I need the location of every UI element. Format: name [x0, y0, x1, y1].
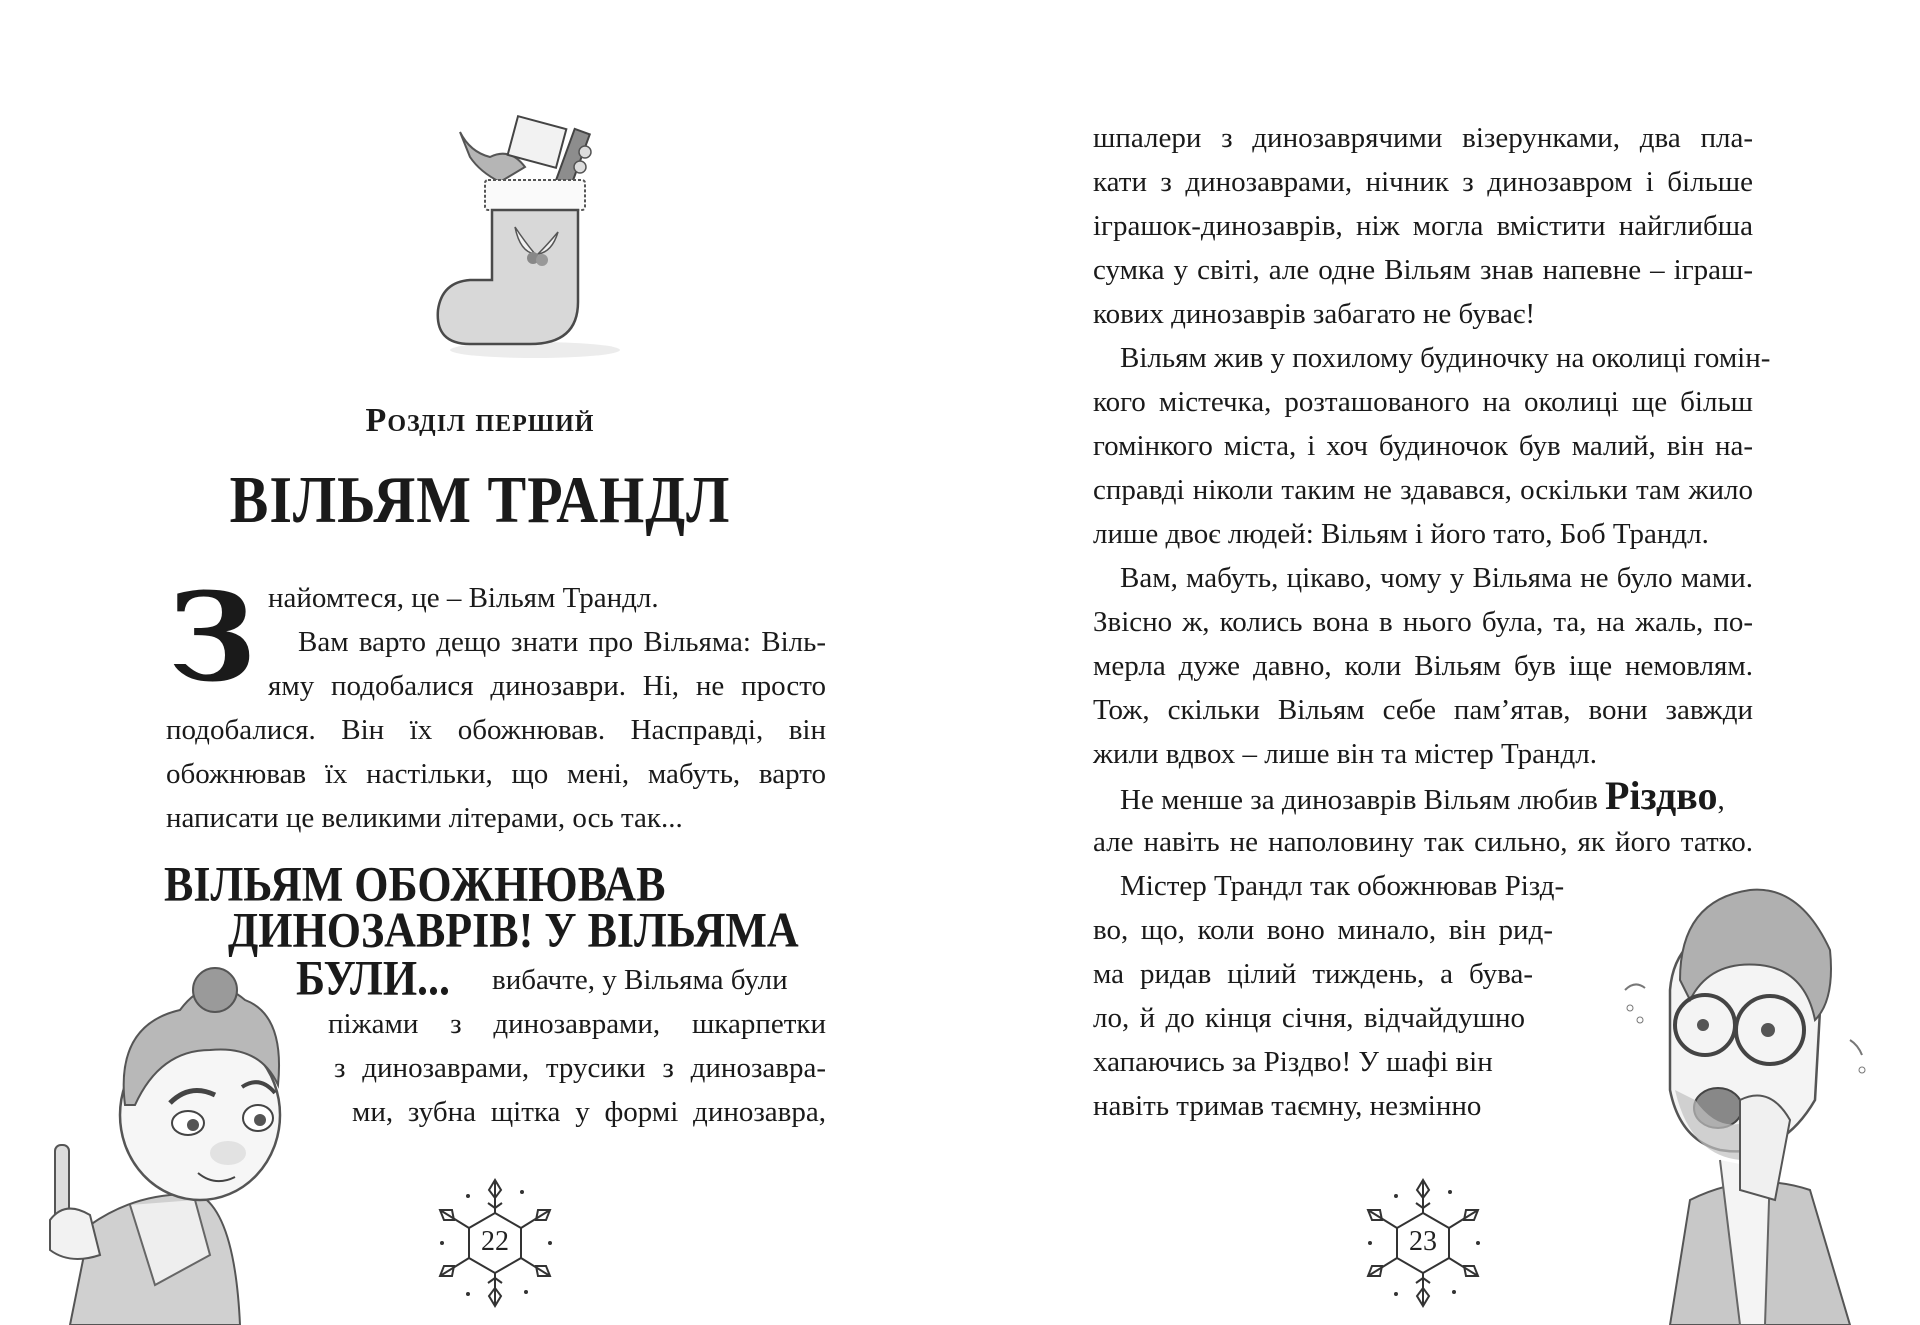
body-line: ма ридав цілий тиждень, а бува-	[1093, 958, 1533, 990]
page-number-badge	[420, 1168, 570, 1318]
body-line: жили вдвох – лише він та містер Трандл.	[1093, 738, 1597, 770]
body-line: обожнював їх настільки, що мені, мабуть, варто	[166, 758, 826, 790]
body-line: шпалери з динозаврячими візерунками, два пла-	[1093, 122, 1753, 154]
body-line: іграшок-динозаврів, ніж могла вмістити найглибша	[1093, 210, 1753, 242]
body-line: гомінкого міста, і хоч будиночок був малий, він на-	[1093, 430, 1753, 462]
body-text: ,	[1717, 784, 1725, 816]
body-line-ridzvo	[1120, 773, 1725, 818]
body-line: сумка у світі, але одне Вільям знав напевне – іграш-	[1093, 254, 1753, 286]
body-line: Вільям жив у похилому будиночку на околиці гомін-	[1120, 342, 1771, 374]
body-line: але навіть не наполовину так сильно, як його татко.	[1093, 826, 1753, 858]
chapter-title: ВІЛЬЯМ ТРАНДЛ	[229, 462, 731, 537]
body-line: вибачте, у Вільяма були	[492, 964, 788, 996]
right-page	[960, 0, 1920, 1325]
body-line: ми, зубна щітка у формі динозавра,	[352, 1096, 826, 1128]
body-line: піжами з динозаврами, шкарпетки	[328, 1008, 826, 1040]
christmas-stocking-illustration	[430, 112, 640, 372]
page-number: 23	[1409, 1226, 1437, 1257]
body-line: справді ніколи таким не здавався, оскільки там жило	[1093, 474, 1753, 506]
page-number: 22	[481, 1226, 509, 1257]
body-line: Вам варто дещо знати про Вільяма: Віль-	[298, 626, 826, 658]
body-line: лише двоє людей: Вільям і його тато, Боб Трандл.	[1093, 518, 1709, 550]
emphasis-word: Різдво	[1605, 773, 1718, 818]
chapter-label: Розділ перший	[365, 402, 595, 439]
page-number-badge	[1348, 1168, 1498, 1318]
emphasis-caps-line: БУЛИ...	[296, 950, 451, 1006]
body-line: подобалися. Він їх обожнював. Насправді, він	[166, 714, 826, 746]
emphasis-caps-line: ВІЛЬЯМ ОБОЖНЮВАВ	[164, 856, 666, 912]
body-line: Звісно ж, колись вона в нього була, та, на жаль, по-	[1093, 606, 1753, 638]
body-line: Тож, скільки Вільям себе пам’ятав, вони завжди	[1093, 694, 1753, 726]
body-line: во, що, коли воно минало, він рид-	[1093, 914, 1553, 946]
body-line: Вам, мабуть, цікаво, чому у Вільяма не було мами.	[1120, 562, 1753, 594]
body-text: Не менше за динозаврів Вільям любив	[1120, 784, 1598, 816]
body-line: яму подобалися динозаври. Ні, не просто	[268, 670, 826, 702]
body-line: хапаючись за Різдво! У шафі він	[1093, 1046, 1493, 1078]
body-line: кових динозаврів забагато не буває!	[1093, 298, 1535, 330]
drop-cap: З	[168, 565, 256, 709]
body-line: з динозаврами, трусики з динозавра-	[334, 1052, 826, 1084]
body-line: ло, й до кінця січня, відчайдушно	[1093, 1002, 1525, 1034]
body-line: найомтеся, це – Вільям Трандл.	[268, 582, 659, 614]
body-line: написати це великими літерами, ось так...	[166, 802, 683, 834]
body-line: навіть тримав таємну, незмінно	[1093, 1090, 1482, 1122]
emphasis-caps-line: ДИНОЗАВРІВ! У ВІЛЬЯМА	[228, 902, 799, 958]
boy-with-toothbrush-illustration	[10, 955, 330, 1325]
body-line: кати з динозаврами, нічник з динозавром і більше	[1093, 166, 1753, 198]
crying-man-illustration	[1600, 870, 1900, 1325]
body-line: Містер Трандл так обожнював Різд-	[1120, 870, 1565, 902]
body-line: кого містечка, розташованого на околиці ще більш	[1093, 386, 1753, 418]
body-line: мерла дуже давно, коли Вільям був іще немовлям.	[1093, 650, 1753, 682]
